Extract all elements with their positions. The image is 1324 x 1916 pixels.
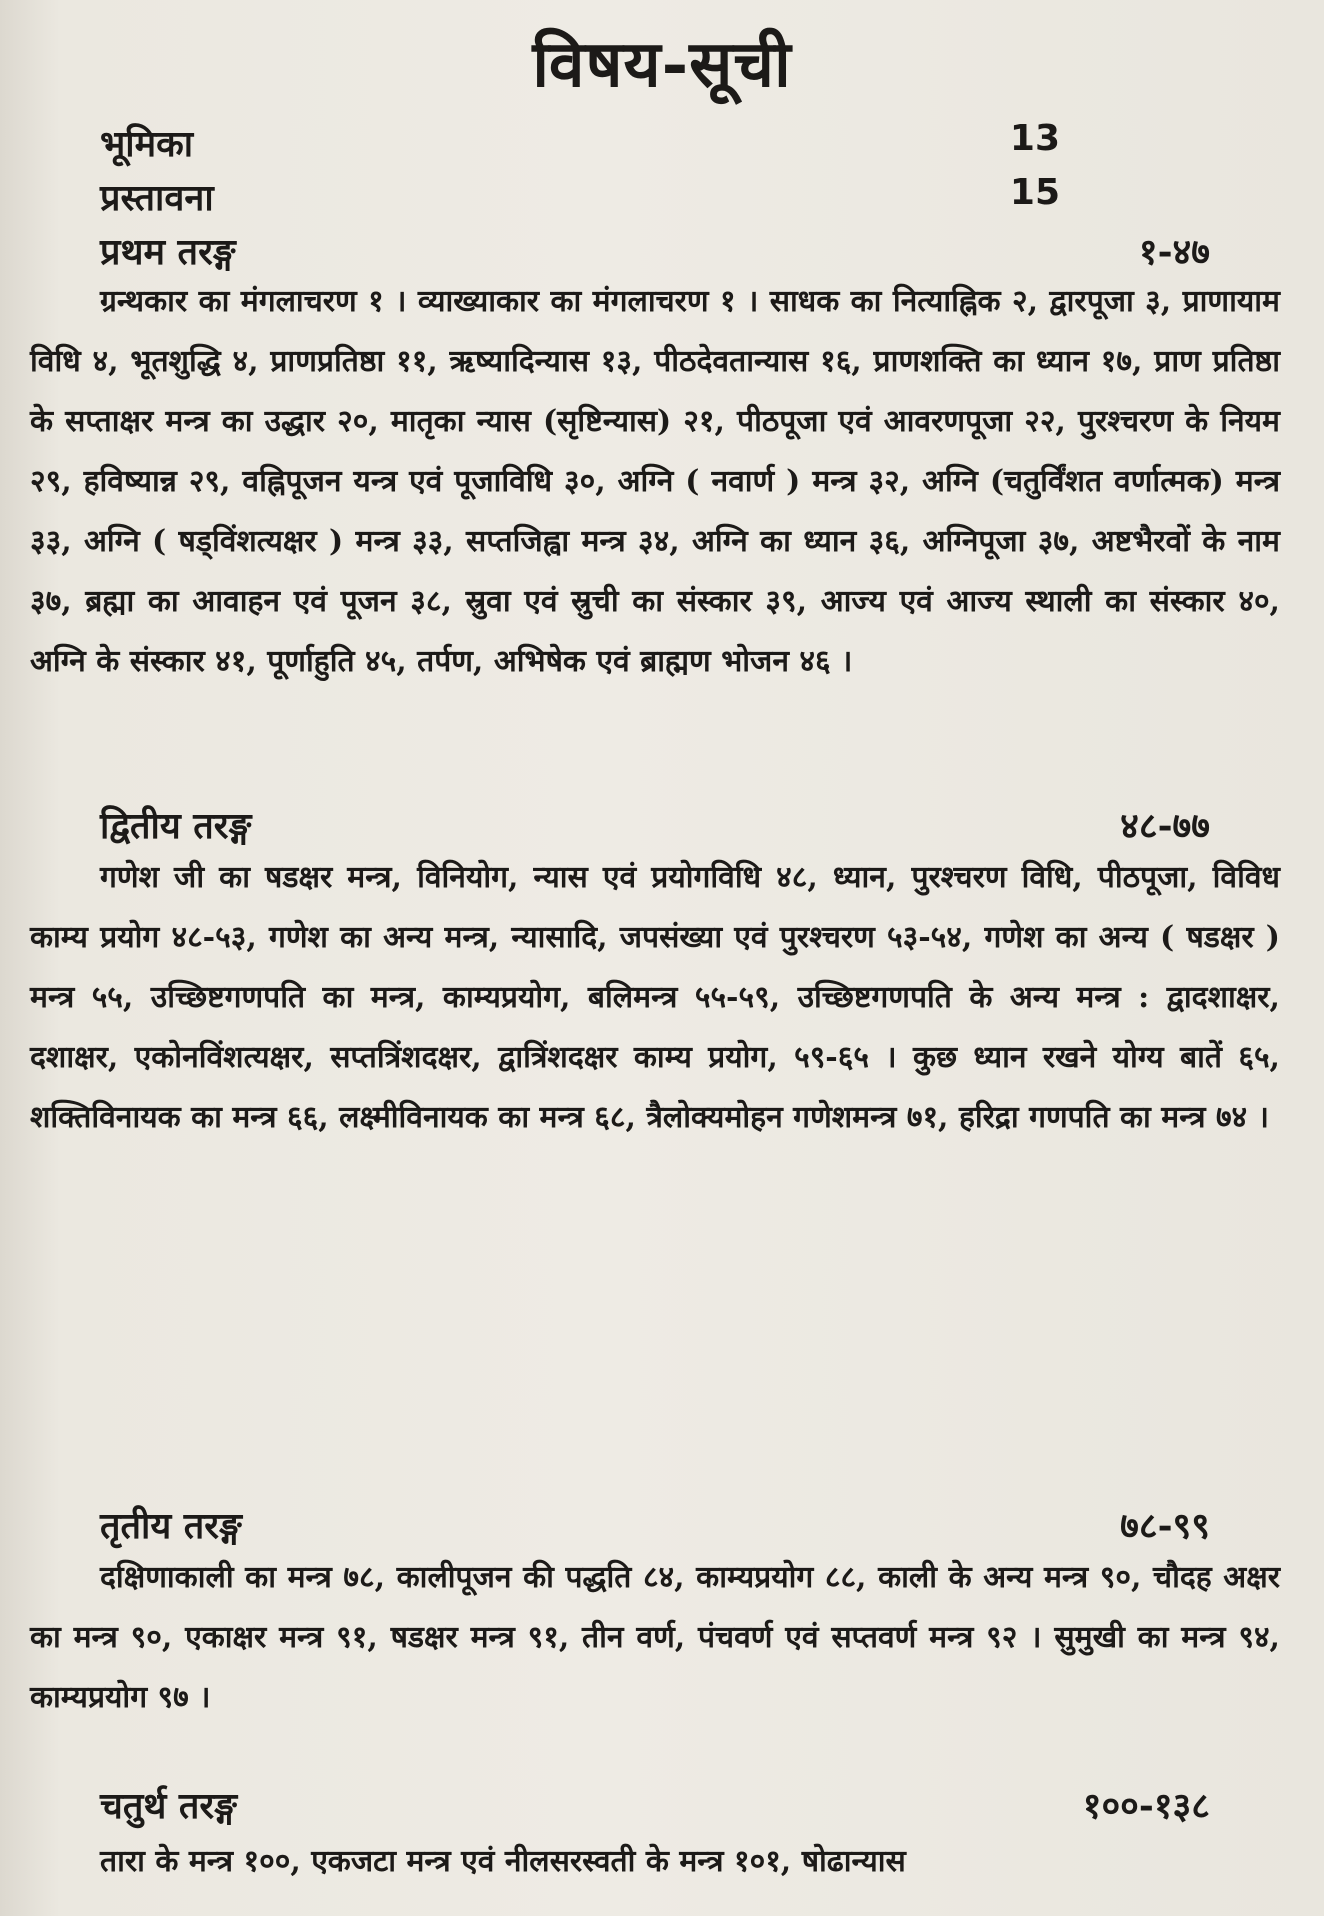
section-name: द्वितीय तरङ्ग <box>100 805 252 847</box>
section-page-range: ७८-९९ <box>1120 1505 1210 1547</box>
section-name: प्रथम तरङ्ग <box>100 231 236 273</box>
toc-entry-page: 13 <box>1009 118 1060 159</box>
section-name: तृतीय तरङ्ग <box>100 1505 242 1547</box>
page-title: विषय-सूची <box>532 27 792 102</box>
section-heading-pratham[interactable] <box>100 226 1210 272</box>
section-heading-dvitiya[interactable] <box>100 800 1210 846</box>
section-page-range: १-४७ <box>1138 231 1210 273</box>
toc-entry-label: प्रस्तावना <box>100 177 214 219</box>
toc-entry-prastavana[interactable] <box>100 172 1200 219</box>
section-page-range: ४८-७७ <box>1120 805 1210 847</box>
section-heading-tritiya[interactable] <box>100 1500 1210 1546</box>
section-contents-tritiya: दक्षिणाकाली का मन्त्र ७८, कालीपूजन की पद्धति ८४, काम्यप्रयोग ८८, काली के अन्य मन्त्र ९०, चौदह अक्षर का मन्त्र ९०, एकाक्षर मन्त्र ९१, षडक्षर मन्त्र ९१, तीन वर्ण, पंचवर्ण एवं सप्तवर्ण मन्त्र ९२ । सुमुखी का मन्त्र ९४, काम्यप्रयोग ९७ । <box>30 1560 1280 1715</box>
section-contents-chaturth: तारा के मन्त्र १००, एकजटा मन्त्र एवं नीलसरस्वती के मन्त्र १०१, षोढान्यास <box>100 1844 906 1879</box>
section-contents-pratham: ग्रन्थकार का मंगलाचरण १ । व्याख्याकार का मंगलाचरण १ । साधक का नित्याह्निक २, द्वारपूजा ३, प्राणायाम विधि ४, भूतशुद्धि ४, प्राणप्रतिष्ठा ११, ऋष्यादिन्यास १३, पीठदेवतान्यास १६, प्राणशक्ति का ध्यान १७, प्राण प्रतिष्ठा के सप्ताक्षर मन्त्र का उद्धार २०, मातृका न्यास (सृष्टिन्यास) २१, पीठपूजा एवं आवरणपूजा २२, पुरश्चरण के नियम २९, हविष्यान्न २९, वह्निपूजन यन्त्र एवं पूजाविधि ३०, अग्नि ( नवार्ण ) मन्त्र ३२, अग्नि (चतुर्विंशत वर्णात्मक) मन्त्र ३३, अग्नि ( षड्विंशत्यक्षर ) मन्त्र ३३, सप्तजिह्वा मन्त्र ३४, अग्नि का ध्यान ३६, अग्निपूजा ३७, अष्टभैरवों के नाम ३७, ब्रह्मा का आवाहन एवं पूजन ३८, स्रुवा एवं स्रुची का संस्कार ३९, आज्य एवं आज्य स्थाली का संस्कार ४०, अग्नि के संस्कार ४१, पूर्णाहुति ४५, तर्पण, अभिषेक एवं ब्राह्मण भोजन ४६ । <box>30 284 1280 679</box>
section-contents-dvitiya: गणेश जी का षडक्षर मन्त्र, विनियोग, न्यास एवं प्रयोगविधि ४८, ध्यान, पुरश्चरण विधि, पीठपूजा, विविध काम्य प्रयोग ४८-५३, गणेश का अन्य मन्त्र, न्यासादि, जपसंख्या एवं पुरश्चरण ५३-५४, गणेश का अन्य ( षडक्षर ) मन्त्र ५५, उच्छिष्टगणपति का मन्त्र, काम्यप्रयोग, बलिमन्त्र ५५-५९, उच्छिष्टगणपति के अन्य मन्त्र : द्वादशाक्षर, दशाक्षर, एकोनविंशत्यक्षर, सप्तत्रिंशदक्षर, द्वात्रिंशदक्षर काम्य प्रयोग, ५९-६५ । कुछ ध्यान रखने योग्य बातें ६५, शक्तिविनायक का मन्त्र ६६, लक्ष्मीविनायक का मन्त्र ६८, त्रैलोक्यमोहन गणेशमन्त्र ७१, हरिद्रा गणपति का मन्त्र ७४ । <box>30 860 1280 1135</box>
toc-entry-page: 15 <box>1009 172 1060 213</box>
toc-entry-bhumika[interactable] <box>100 118 1200 165</box>
section-heading-chaturth[interactable] <box>100 1780 1210 1826</box>
toc-entry-label: भूमिका <box>100 123 194 165</box>
section-page-range: १००-१३८ <box>1082 1785 1210 1827</box>
section-name: चतुर्थ तरङ्ग <box>100 1785 237 1827</box>
